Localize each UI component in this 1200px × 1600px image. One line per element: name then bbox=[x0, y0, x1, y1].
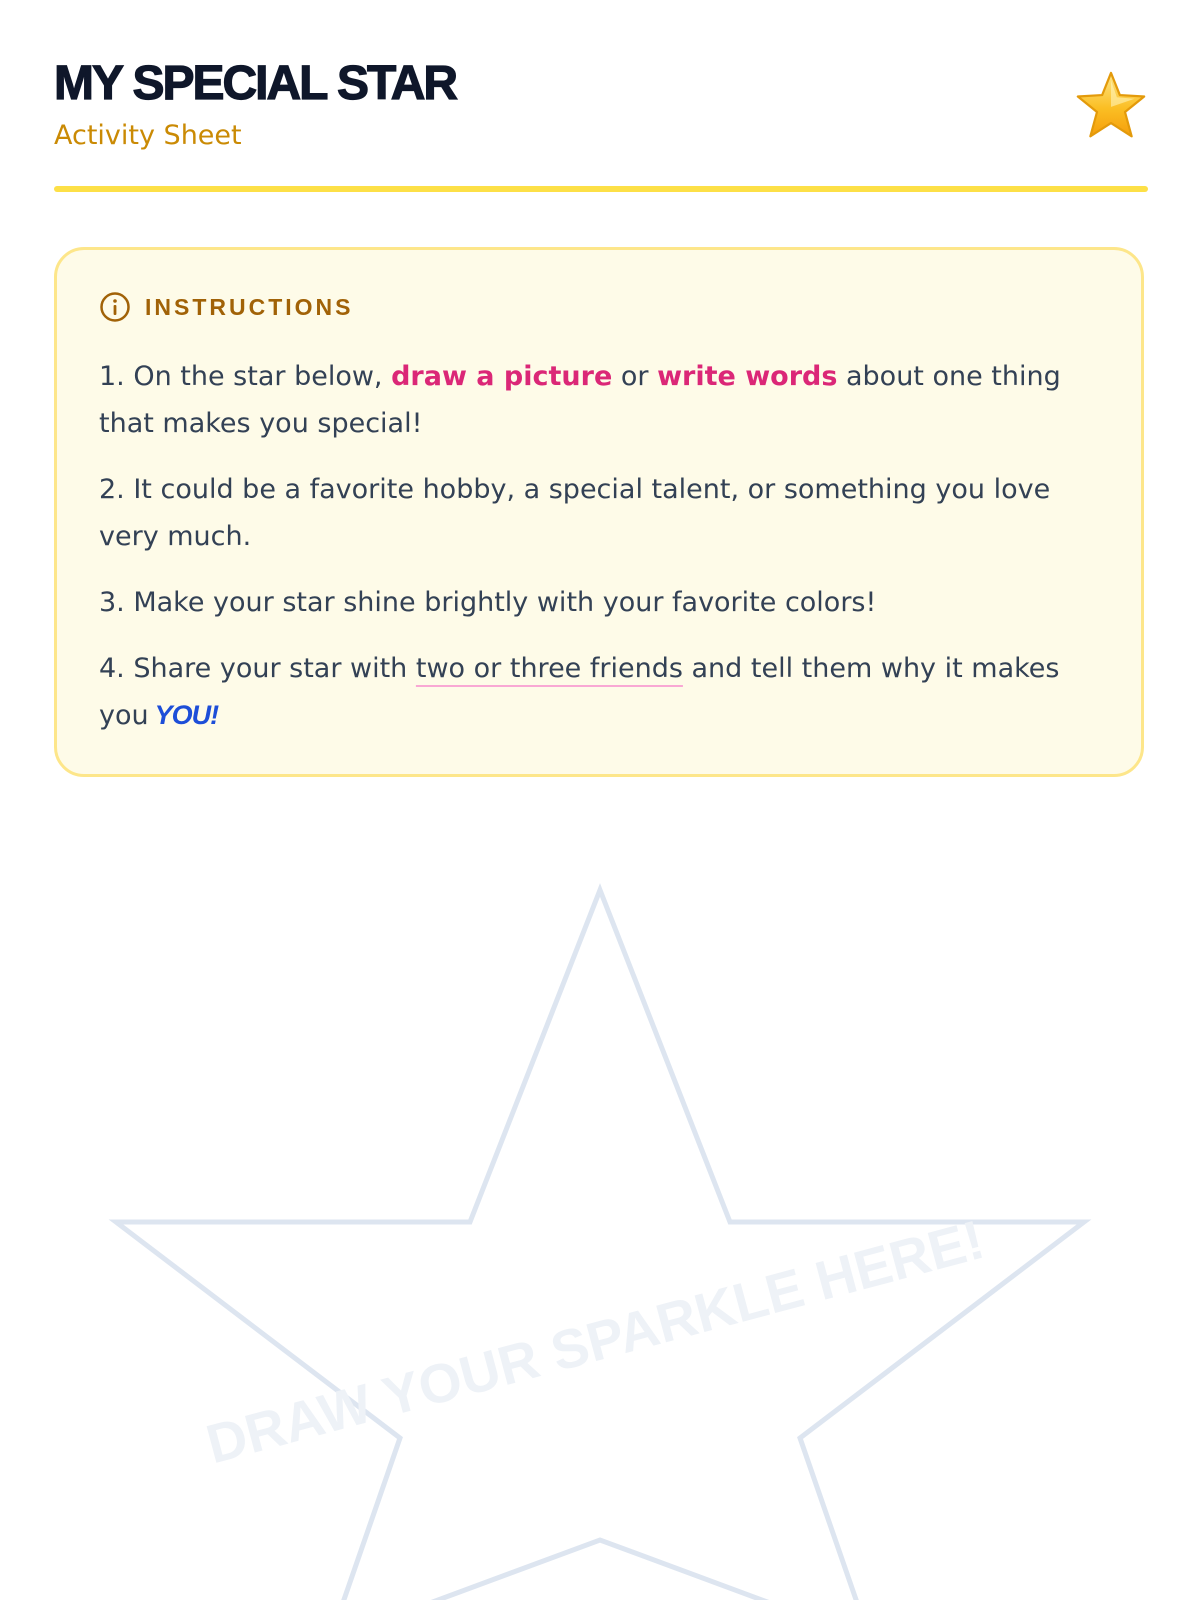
step-1-highlight-draw: draw a picture bbox=[391, 361, 613, 392]
step-4-underlined-friends: two or three friends bbox=[415, 653, 683, 684]
star-icon bbox=[1074, 70, 1148, 140]
step-4-middle: and tell them why it makes you bbox=[99, 653, 1060, 731]
step-1-highlight-write: write words bbox=[657, 361, 838, 392]
instruction-step-1 bbox=[99, 353, 1109, 447]
step-4-emphasis-you: YOU! bbox=[154, 700, 219, 730]
instructions-header bbox=[99, 290, 354, 324]
header-divider bbox=[54, 186, 1148, 192]
instructions-heading: INSTRUCTIONS bbox=[145, 293, 354, 320]
star-outline-canvas bbox=[0, 850, 1200, 1600]
step-1-middle: or bbox=[612, 361, 658, 392]
page-header bbox=[54, 58, 1148, 193]
info-icon bbox=[99, 291, 131, 323]
instruction-step-4 bbox=[99, 645, 1109, 739]
star-drawing-area[interactable] bbox=[0, 850, 1200, 1600]
step-1-prefix: 1. On the star below, bbox=[99, 361, 392, 392]
instructions-card bbox=[54, 247, 1144, 777]
instruction-step-2: 2. It could be a favorite hobby, a special talent, or something you love very much. bbox=[99, 474, 1051, 552]
instruction-step-3: 3. Make your star shine brightly with your favorite colors! bbox=[99, 587, 877, 618]
drawing-watermark: DRAW YOUR SPARKLE HERE! bbox=[199, 1207, 991, 1476]
step-4-prefix: 4. Share your star with bbox=[99, 653, 416, 684]
page-subtitle: Activity Sheet bbox=[54, 120, 242, 151]
page-title: MY SPECIAL STAR bbox=[54, 57, 457, 110]
step-1-suffix: about one thing that makes you special! bbox=[99, 361, 1061, 439]
